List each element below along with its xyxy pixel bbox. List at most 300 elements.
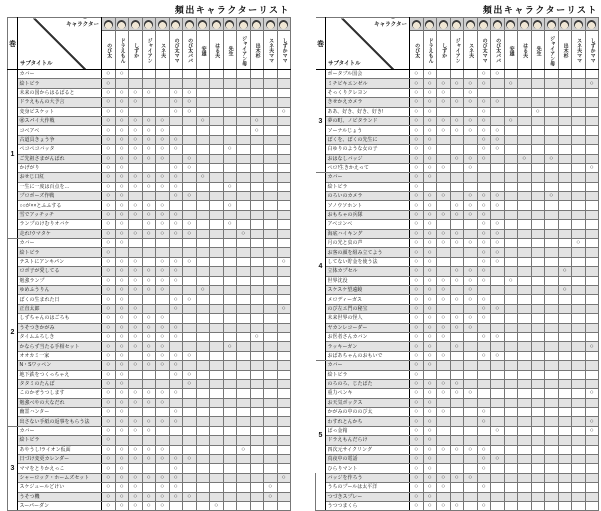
appearance-circle: ○ <box>437 276 451 285</box>
appearance-cell <box>531 98 545 107</box>
appearance-cell <box>491 408 505 417</box>
appearance-circle: ○ <box>585 342 599 351</box>
appearance-cell <box>572 351 586 360</box>
character-column-header <box>277 18 291 70</box>
episode-row <box>316 239 599 248</box>
appearance-cell <box>518 379 532 388</box>
appearance-circle: ○ <box>102 389 116 398</box>
appearance-cell <box>450 304 464 313</box>
appearance-cell <box>196 220 210 229</box>
episode-row <box>8 220 291 229</box>
appearance-cell <box>237 323 251 332</box>
volume-number-cell: 3 <box>316 70 326 173</box>
appearance-circle: ○ <box>223 145 237 154</box>
appearance-cell <box>585 361 599 370</box>
appearance-cell <box>129 70 143 79</box>
character-portrait-box <box>278 18 291 31</box>
appearance-cell <box>504 70 518 79</box>
appearance-cell <box>264 135 278 144</box>
appearance-cell <box>464 173 478 182</box>
volume-column-header: 巻 <box>316 18 326 70</box>
appearance-circle: ○ <box>423 229 437 238</box>
appearance-cell <box>504 126 518 135</box>
appearance-circle: ○ <box>115 389 129 398</box>
appearance-cell <box>196 276 210 285</box>
appearance-circle: ○ <box>477 257 491 266</box>
appearance-cell <box>464 426 478 435</box>
appearance-cell <box>518 135 532 144</box>
appearance-circle: ○ <box>115 417 129 426</box>
appearance-cell <box>250 492 264 501</box>
appearance-cell <box>237 163 251 172</box>
appearance-circle: ○ <box>169 182 183 191</box>
appearance-cell <box>264 370 278 379</box>
appearance-cell <box>277 210 291 219</box>
appearance-circle: ○ <box>277 107 291 116</box>
appearance-cell <box>558 182 572 191</box>
appearance-circle: ○ <box>169 210 183 219</box>
episode-row <box>8 182 291 191</box>
appearance-cell <box>585 304 599 313</box>
appearance-cell <box>196 473 210 482</box>
appearance-circle: ○ <box>102 79 116 88</box>
appearance-cell <box>491 116 505 125</box>
appearance-cell <box>210 107 224 116</box>
appearance-circle: ○ <box>142 126 156 135</box>
appearance-cell <box>169 154 183 163</box>
appearance-cell <box>277 220 291 229</box>
appearance-cell <box>531 323 545 332</box>
episode-subtitle-cell: オオカミ一家 <box>18 351 102 360</box>
appearance-cell <box>545 370 559 379</box>
appearance-circle: ○ <box>277 473 291 482</box>
appearance-cell <box>518 473 532 482</box>
episode-row <box>316 483 599 492</box>
appearance-cell <box>169 342 183 351</box>
appearance-circle: ○ <box>102 182 116 191</box>
appearance-cell <box>545 445 559 454</box>
appearance-circle: ○ <box>115 473 129 482</box>
appearance-circle: ○ <box>142 220 156 229</box>
appearance-cell <box>250 389 264 398</box>
appearance-circle: ○ <box>142 492 156 501</box>
appearance-cell <box>491 483 505 492</box>
appearance-cell <box>572 154 586 163</box>
appearance-cell <box>237 116 251 125</box>
appearance-cell <box>545 220 559 229</box>
appearance-circle: ○ <box>491 220 505 229</box>
appearance-cell <box>518 417 532 426</box>
episode-subtitle-cell: 絵トビラ <box>18 436 102 445</box>
appearance-cell <box>545 229 559 238</box>
episode-row <box>8 98 291 107</box>
appearance-cell <box>450 182 464 191</box>
appearance-circle: ○ <box>423 492 437 501</box>
episode-subtitle-cell: かならず当たる手相セット <box>18 342 102 351</box>
episode-row <box>8 267 291 276</box>
appearance-circle: ○ <box>277 304 291 313</box>
episode-row <box>8 239 291 248</box>
appearance-circle: ○ <box>115 98 129 107</box>
episode-row <box>8 332 291 341</box>
appearance-circle: ○ <box>423 239 437 248</box>
appearance-cell <box>196 304 210 313</box>
appearance-cell <box>558 79 572 88</box>
appearance-cell <box>223 70 237 79</box>
appearance-cell <box>491 492 505 501</box>
appearance-cell <box>129 79 143 88</box>
appearance-cell <box>196 163 210 172</box>
appearance-cell <box>491 285 505 294</box>
episode-row <box>8 304 291 313</box>
character-portrait-box <box>116 18 129 31</box>
appearance-circle: ○ <box>142 389 156 398</box>
appearance-circle: ○ <box>491 135 505 144</box>
appearance-circle: ○ <box>223 342 237 351</box>
appearance-cell <box>183 464 197 473</box>
appearance-circle: ○ <box>142 323 156 332</box>
episode-subtitle-cell: 勉強べやの大なだれ <box>18 398 102 407</box>
appearance-circle: ○ <box>142 417 156 426</box>
appearance-cell <box>545 210 559 219</box>
appearance-cell <box>572 145 586 154</box>
appearance-circle: ○ <box>437 483 451 492</box>
appearance-cell <box>129 408 143 417</box>
episode-row <box>8 257 291 266</box>
episode-row <box>316 154 599 163</box>
appearance-cell <box>437 70 451 79</box>
character-face-icon <box>452 20 461 29</box>
character-name-label: スネ夫 <box>468 43 475 58</box>
appearance-cell <box>264 389 278 398</box>
appearance-cell <box>518 492 532 501</box>
appearance-cell <box>156 79 170 88</box>
episode-row <box>8 389 291 398</box>
appearance-cell <box>223 239 237 248</box>
appearance-cell <box>129 351 143 360</box>
appearance-cell <box>237 501 251 510</box>
appearance-cell <box>237 201 251 210</box>
appearance-circle: ○ <box>423 267 437 276</box>
appearance-cell <box>250 192 264 201</box>
appearance-cell <box>477 492 491 501</box>
appearance-cell <box>237 98 251 107</box>
appearance-cell <box>558 361 572 370</box>
appearance-cell <box>572 379 586 388</box>
appearance-cell <box>115 248 129 257</box>
appearance-cell <box>504 417 518 426</box>
appearance-cell <box>437 135 451 144</box>
appearance-cell <box>142 98 156 107</box>
appearance-cell <box>531 455 545 464</box>
character-column-header <box>518 18 532 70</box>
appearance-cell <box>210 483 224 492</box>
appearance-cell <box>558 88 572 97</box>
appearance-cell <box>169 116 183 125</box>
character-name-label: しずか <box>133 43 140 58</box>
episode-subtitle-cell: うそつ機 <box>18 492 102 501</box>
episode-row <box>8 126 291 135</box>
appearance-cell <box>450 417 464 426</box>
appearance-circle: ○ <box>464 389 478 398</box>
appearance-circle: ○ <box>156 285 170 294</box>
appearance-cell <box>585 408 599 417</box>
appearance-cell <box>504 342 518 351</box>
appearance-circle: ○ <box>410 314 424 323</box>
appearance-circle: ○ <box>102 116 116 125</box>
appearance-circle: ○ <box>115 257 129 266</box>
character-face-icon <box>239 20 248 29</box>
appearance-cell <box>250 248 264 257</box>
appearance-circle: ○ <box>183 351 197 360</box>
episode-row <box>316 248 599 257</box>
appearance-circle: ○ <box>142 455 156 464</box>
appearance-cell <box>183 314 197 323</box>
appearance-circle: ○ <box>129 323 143 332</box>
appearance-circle: ○ <box>423 79 437 88</box>
appearance-circle: ○ <box>156 135 170 144</box>
appearance-cell <box>277 361 291 370</box>
appearance-cell <box>504 361 518 370</box>
appearance-circle: ○ <box>423 501 437 510</box>
episode-row <box>8 361 291 370</box>
appearance-cell <box>504 323 518 332</box>
episode-subtitle-cell: 夢の町、ノビタランド <box>326 116 410 125</box>
appearance-cell <box>450 351 464 360</box>
appearance-circle: ○ <box>169 417 183 426</box>
appearance-cell <box>464 398 478 407</box>
appearance-circle: ○ <box>423 314 437 323</box>
appearance-cell <box>156 304 170 313</box>
appearance-circle: ○ <box>585 163 599 172</box>
episode-subtitle-cell: ㊙スパイ大作戦 <box>18 116 102 125</box>
appearance-circle: ○ <box>437 295 451 304</box>
appearance-circle: ○ <box>410 455 424 464</box>
appearance-cell <box>196 107 210 116</box>
appearance-cell <box>223 295 237 304</box>
appearance-cell <box>531 173 545 182</box>
appearance-circle: ○ <box>410 116 424 125</box>
appearance-cell <box>210 201 224 210</box>
appearance-circle: ○ <box>115 332 129 341</box>
appearance-cell <box>504 314 518 323</box>
appearance-cell <box>142 464 156 473</box>
appearance-cell <box>264 70 278 79</box>
appearance-circle: ○ <box>129 145 143 154</box>
appearance-cell <box>518 314 532 323</box>
appearance-circle: ○ <box>129 154 143 163</box>
appearance-cell <box>210 145 224 154</box>
appearance-cell <box>129 464 143 473</box>
appearance-cell <box>250 107 264 116</box>
appearance-cell <box>572 229 586 238</box>
appearance-cell <box>464 370 478 379</box>
appearance-cell <box>450 436 464 445</box>
appearance-cell <box>450 464 464 473</box>
appearance-circle: ○ <box>410 398 424 407</box>
appearance-cell <box>196 229 210 238</box>
appearance-cell <box>250 276 264 285</box>
appearance-cell <box>250 464 264 473</box>
appearance-cell <box>518 342 532 351</box>
character-column-header <box>264 18 278 70</box>
appearance-cell <box>504 398 518 407</box>
appearance-cell <box>531 267 545 276</box>
appearance-cell <box>545 332 559 341</box>
episode-subtitle-cell: 正直太郎 <box>18 304 102 313</box>
character-name-label: のび太ママ <box>481 38 488 63</box>
appearance-cell <box>264 267 278 276</box>
appearance-cell <box>545 426 559 435</box>
appearance-cell <box>545 323 559 332</box>
appearance-circle: ○ <box>477 501 491 510</box>
appearance-cell <box>504 408 518 417</box>
appearance-circle: ○ <box>450 323 464 332</box>
episode-subtitle-cell: 重力ペンキ <box>326 389 410 398</box>
appearance-cell <box>183 201 197 210</box>
character-portrait-box <box>156 18 169 31</box>
appearance-cell <box>196 361 210 370</box>
appearance-circle: ○ <box>102 210 116 219</box>
episode-subtitle-cell: ドラえもんの大予言 <box>18 98 102 107</box>
page-title: 頻出キャラクターリスト <box>174 5 290 15</box>
appearance-cell <box>518 370 532 379</box>
appearance-cell <box>264 173 278 182</box>
appearance-cell <box>277 342 291 351</box>
character-column-header <box>477 18 491 70</box>
appearance-circle: ○ <box>423 116 437 125</box>
appearance-cell <box>183 389 197 398</box>
appearance-circle: ○ <box>156 116 170 125</box>
character-portrait-box <box>224 18 237 31</box>
appearance-cell <box>142 192 156 201</box>
character-name-label: ジャイアン母 <box>549 35 556 66</box>
appearance-cell <box>210 417 224 426</box>
appearance-circle: ○ <box>572 239 586 248</box>
appearance-cell <box>237 239 251 248</box>
appearance-circle: ○ <box>423 445 437 454</box>
appearance-circle: ○ <box>477 116 491 125</box>
appearance-circle: ○ <box>169 135 183 144</box>
appearance-cell <box>277 239 291 248</box>
appearance-cell <box>277 145 291 154</box>
appearance-cell <box>572 501 586 510</box>
appearance-circle: ○ <box>477 79 491 88</box>
appearance-cell <box>210 267 224 276</box>
appearance-circle: ○ <box>585 426 599 435</box>
appearance-cell <box>277 455 291 464</box>
appearance-circle: ○ <box>464 126 478 135</box>
episode-row <box>316 464 599 473</box>
episode-subtitle-cell: ソーナルじょう <box>326 126 410 135</box>
episode-subtitle-cell: そっくりクレヨン <box>326 88 410 97</box>
appearance-cell <box>531 483 545 492</box>
appearance-circle: ○ <box>115 182 129 191</box>
appearance-cell <box>237 389 251 398</box>
appearance-cell <box>545 173 559 182</box>
episode-row <box>8 248 291 257</box>
appearance-circle: ○ <box>169 332 183 341</box>
appearance-cell <box>437 107 451 116</box>
appearance-cell <box>558 342 572 351</box>
appearance-cell <box>545 483 559 492</box>
episode-subtitle-cell: おはなしバッジ <box>326 154 410 163</box>
character-face-icon <box>212 20 221 29</box>
appearance-cell <box>196 239 210 248</box>
episode-subtitle-cell: お客の顔を組み立てよう <box>326 248 410 257</box>
appearance-cell <box>437 173 451 182</box>
appearance-circle: ○ <box>410 473 424 482</box>
appearance-cell <box>531 492 545 501</box>
appearance-cell <box>491 107 505 116</box>
appearance-cell <box>223 248 237 257</box>
character-face-icon <box>520 20 529 29</box>
appearance-circle: ○ <box>115 426 129 435</box>
appearance-circle: ○ <box>102 70 116 79</box>
appearance-circle: ○ <box>115 276 129 285</box>
appearance-circle: ○ <box>585 389 599 398</box>
appearance-circle: ○ <box>129 342 143 351</box>
appearance-circle: ○ <box>410 276 424 285</box>
appearance-cell <box>169 426 183 435</box>
episode-row <box>316 257 599 266</box>
appearance-cell <box>450 257 464 266</box>
appearance-cell <box>196 389 210 398</box>
appearance-cell <box>531 295 545 304</box>
appearance-cell <box>545 342 559 351</box>
appearance-cell <box>558 295 572 304</box>
appearance-cell <box>572 220 586 229</box>
appearance-cell <box>531 201 545 210</box>
episode-subtitle-cell: かげがり <box>18 163 102 172</box>
appearance-cell <box>183 483 197 492</box>
appearance-circle: ○ <box>169 389 183 398</box>
appearance-cell <box>464 361 478 370</box>
appearance-cell <box>518 445 532 454</box>
appearance-cell <box>558 398 572 407</box>
appearance-cell <box>531 501 545 510</box>
character-column-header <box>531 18 545 70</box>
appearance-circle: ○ <box>115 379 129 388</box>
appearance-circle: ○ <box>518 154 532 163</box>
appearance-cell <box>237 88 251 97</box>
appearance-cell <box>196 379 210 388</box>
appearance-cell <box>545 417 559 426</box>
character-column-header <box>250 18 264 70</box>
appearance-circle: ○ <box>102 107 116 116</box>
appearance-circle: ○ <box>156 332 170 341</box>
character-face-icon <box>493 20 502 29</box>
appearance-cell <box>264 145 278 154</box>
appearance-circle: ○ <box>115 285 129 294</box>
appearance-circle: ○ <box>142 285 156 294</box>
appearance-circle: ○ <box>156 342 170 351</box>
appearance-cell <box>504 379 518 388</box>
appearance-circle: ○ <box>437 229 451 238</box>
character-portrait-box <box>586 18 599 31</box>
appearance-cell <box>558 323 572 332</box>
appearance-cell <box>277 426 291 435</box>
appearance-circle: ○ <box>102 220 116 229</box>
appearance-circle: ○ <box>264 492 278 501</box>
appearance-circle: ○ <box>477 126 491 135</box>
appearance-cell <box>518 173 532 182</box>
character-column-header <box>129 18 143 70</box>
appearance-cell <box>223 116 237 125</box>
appearance-cell <box>572 285 586 294</box>
appearance-circle: ○ <box>169 267 183 276</box>
episode-row <box>8 79 291 88</box>
